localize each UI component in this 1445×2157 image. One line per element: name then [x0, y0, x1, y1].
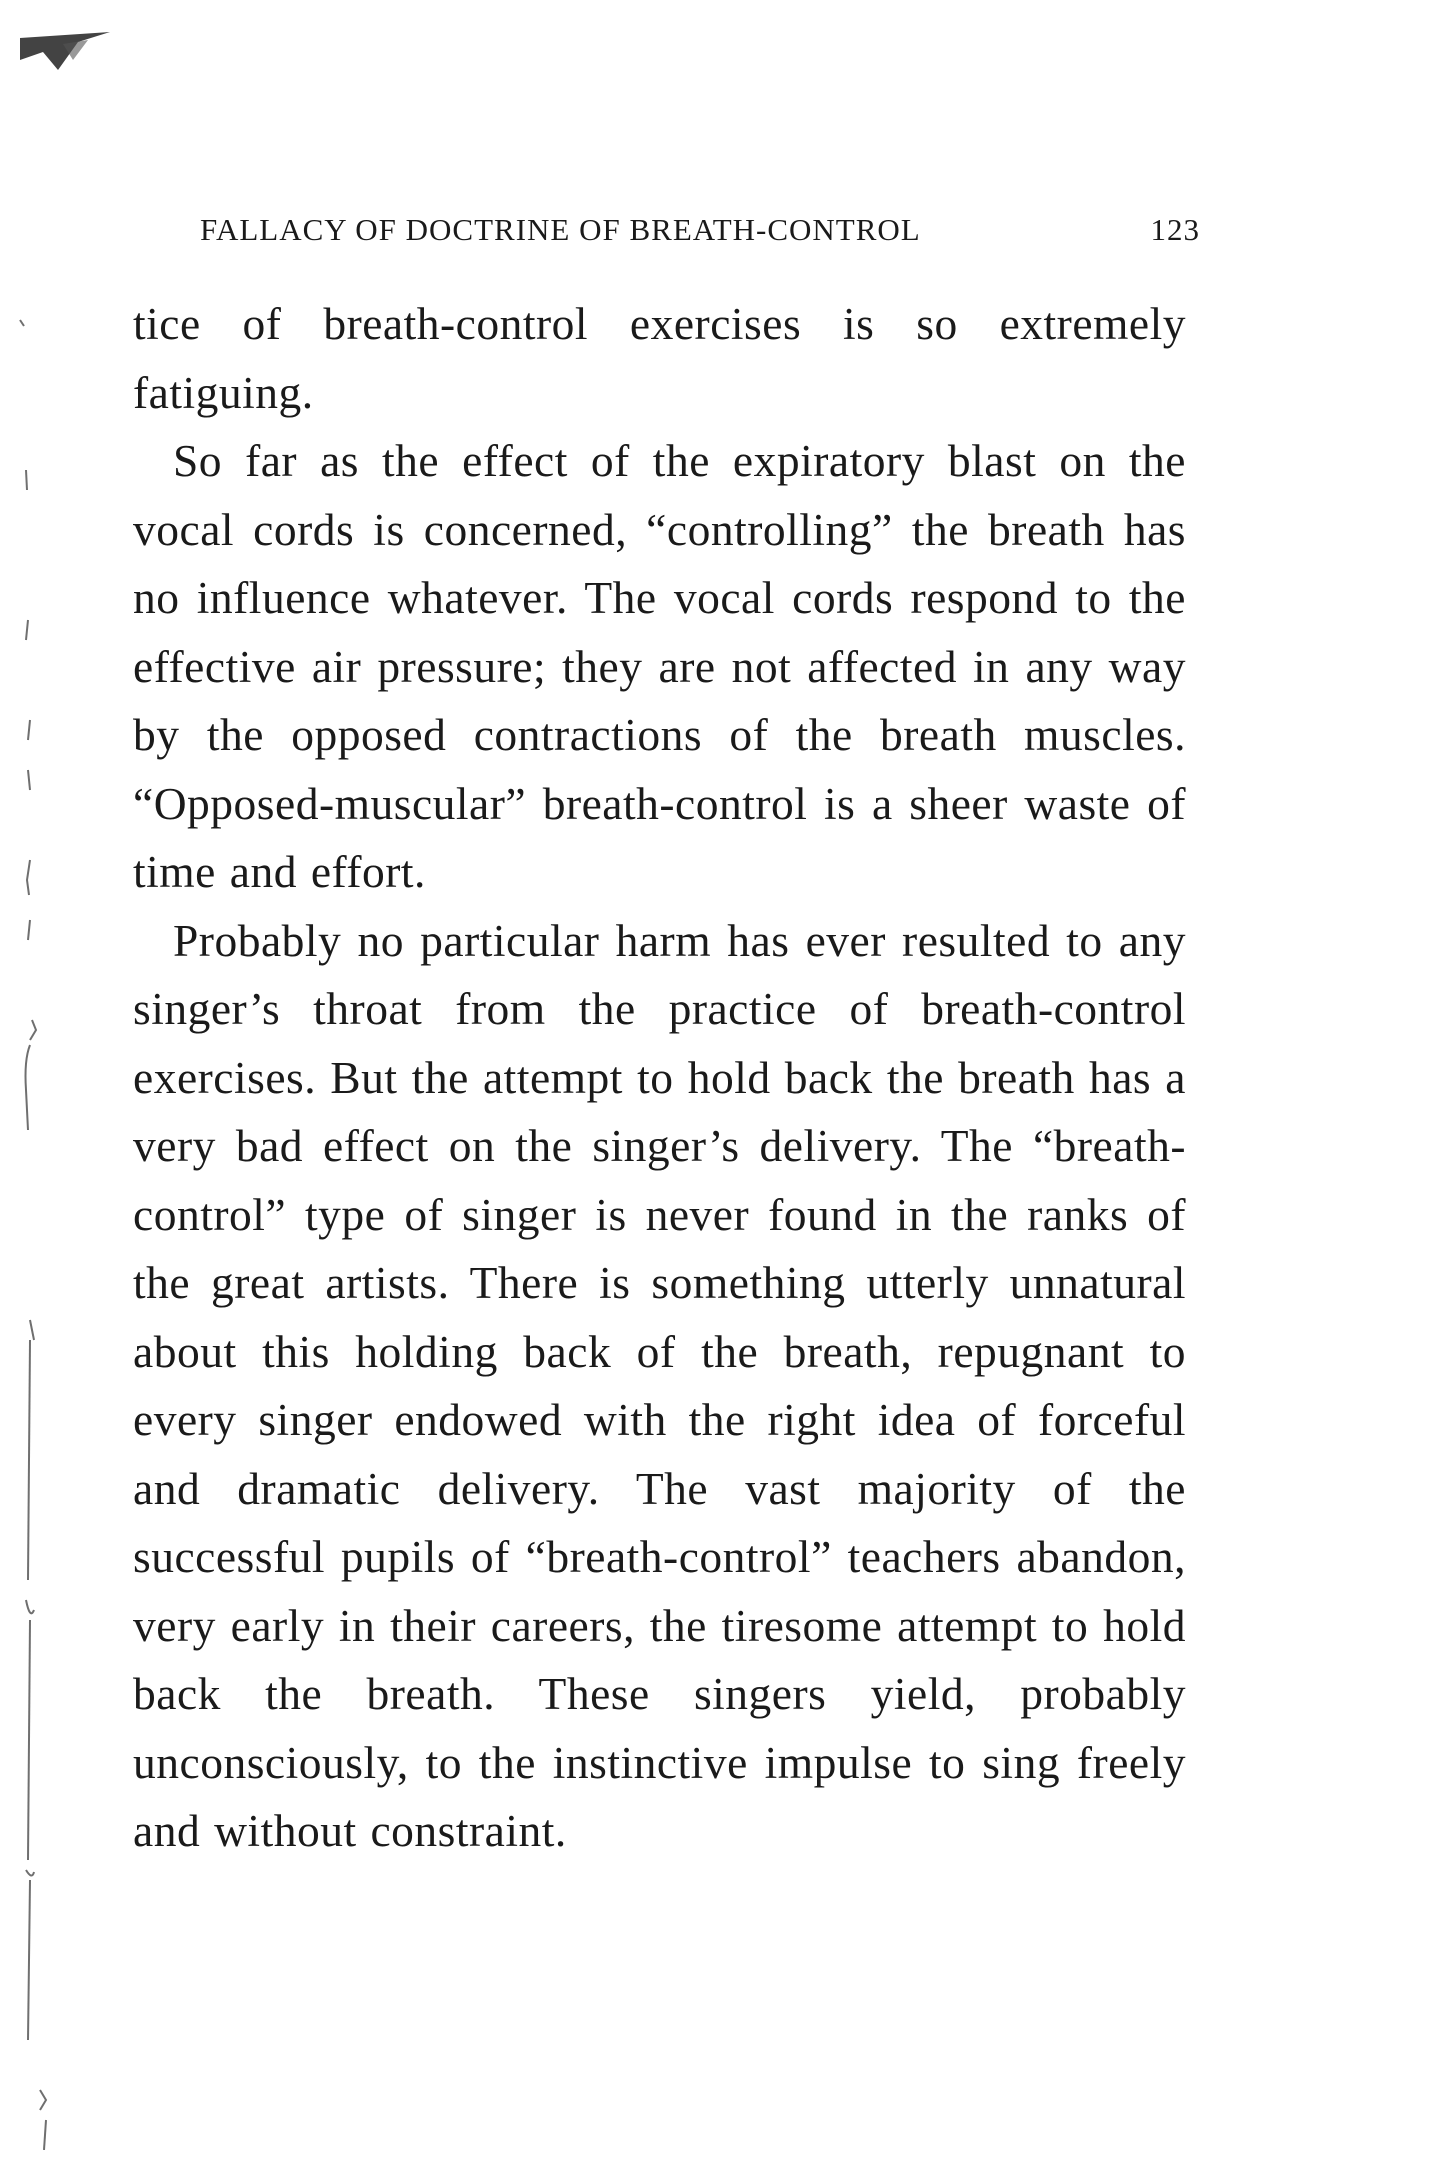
binding-edge-marks	[0, 300, 70, 2150]
scan-corner-mark	[18, 30, 113, 80]
running-head	[200, 200, 1200, 260]
paragraph-2: So far as the effect of the expiratory blast on the vocal cords is concerned, “controlling” the breath has no influence whatever. The vocal cords respond to the effective air pressure; they are not affected in any way by the opposed contractions of the breath muscles. “Opposed-muscular” breath-control is a sheer waste of time and effort.	[133, 435, 1186, 897]
running-head-title: FALLACY OF DOCTRINE OF BREATH-CONTROL	[200, 212, 921, 247]
paragraph-1: tice of breath-control exercises is so extremely fatiguing.	[133, 298, 1186, 418]
paragraph-3: Probably no particular harm has ever resulted to any singer’s throat from the practice of breath-control exercises. But the attempt to hold back the breath has a very bad effect on the singer’s delivery. The “breath-control” type of singer is never found in the ranks of the great artists. There is something utterly unnatural about this holding back of the breath, repugnant to every singer endowed with the right idea of forceful and dramatic delivery. The vast majority of the successful pupils of “breath-control” teachers abandon, very early in their careers, the tiresome attempt to hold back the breath. These singers yield, probably unconsciously, to the instinctive impulse to sing freely and without constraint.	[133, 914, 1186, 1856]
body-text	[133, 290, 1186, 1866]
page-number: 123	[1150, 212, 1200, 247]
